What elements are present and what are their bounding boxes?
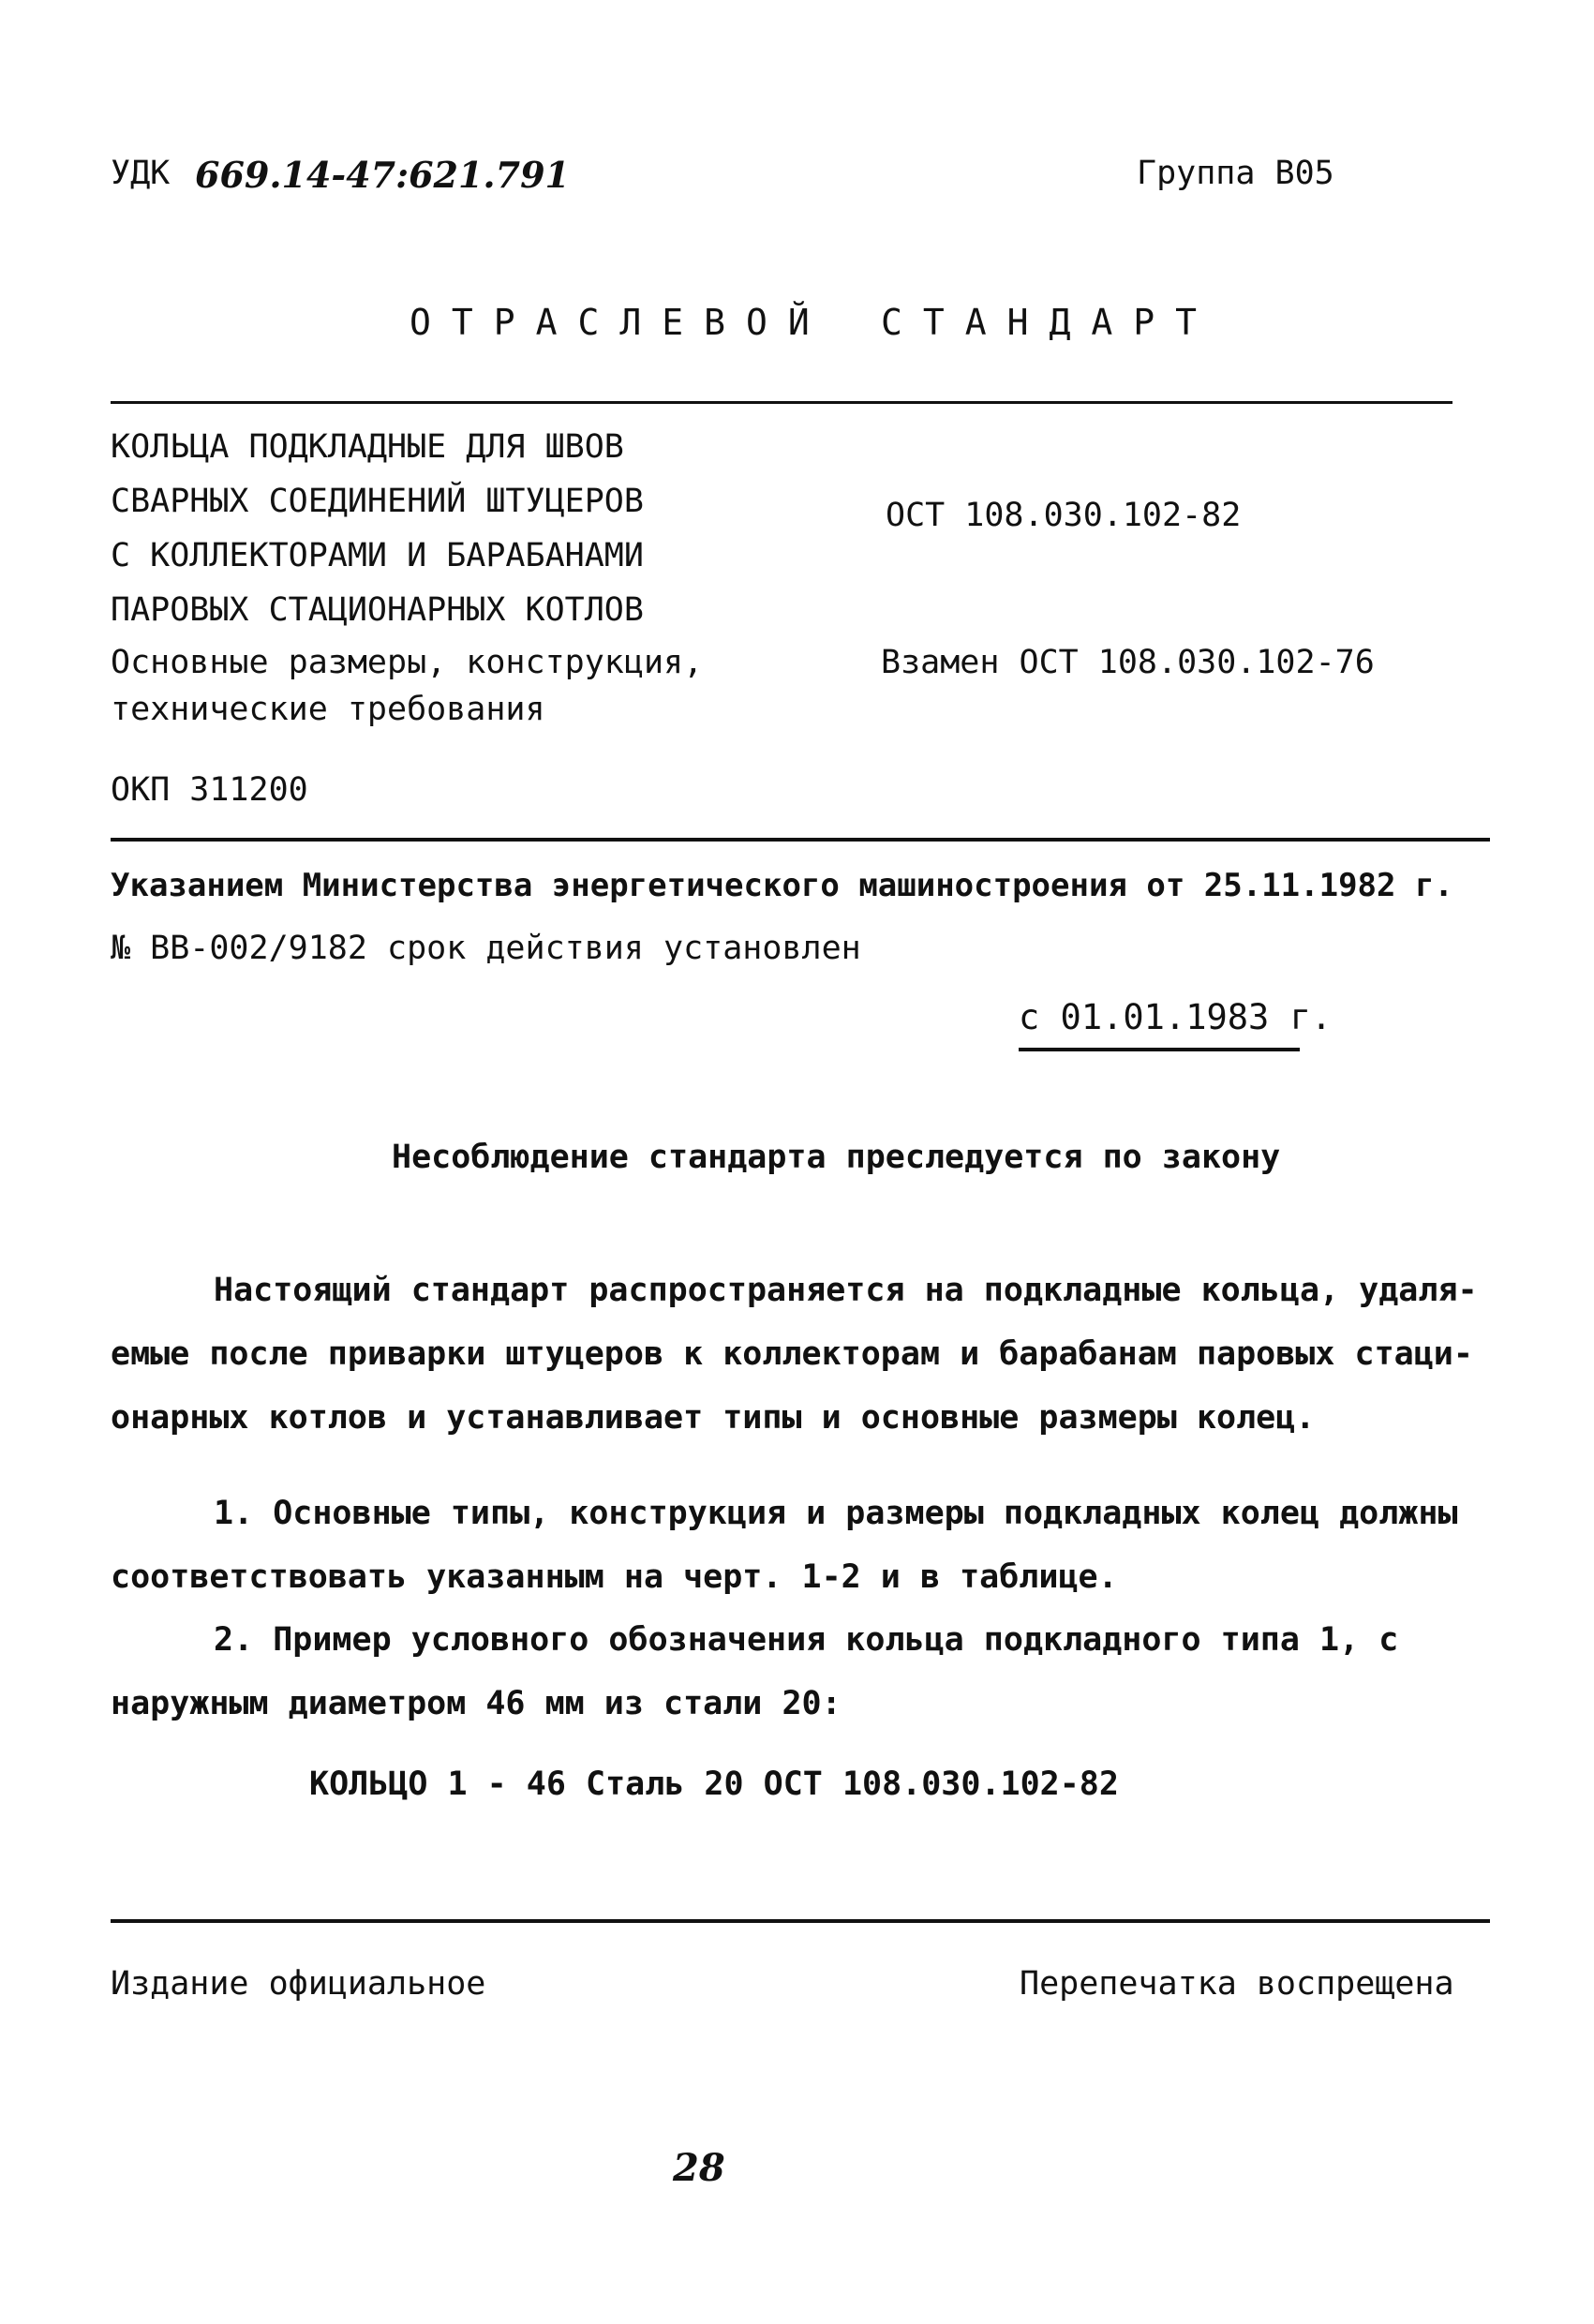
subtitle-line-1: Основные размеры, конструкция, bbox=[111, 644, 704, 681]
middle-rule bbox=[111, 838, 1490, 842]
udk-code: 669.14-47:621.791 bbox=[195, 154, 570, 196]
top-rule bbox=[111, 401, 1452, 404]
designation-example: КОЛЬЦО 1 - 46 Сталь 20 ОСТ 108.030.102-82 bbox=[309, 1765, 1119, 1803]
standard-number: ОСТ 108.030.102-82 bbox=[886, 497, 1242, 534]
title-line-1: КОЛЬЦА ПОДКЛАДНЫЕ ДЛЯ ШВОВ bbox=[111, 428, 624, 466]
validity-line-2: № ВВ-002/9182 срок действия установлен bbox=[111, 930, 861, 967]
subtitle-line-2: технические требования bbox=[111, 691, 545, 728]
heading-word-2: СТАНДАРТ bbox=[881, 302, 1218, 343]
item2-line-1: 2. Пример условного обозначения кольца подкладного типа 1, с bbox=[214, 1621, 1399, 1659]
item2-line-2: наружным диаметром 46 мм из стали 20: bbox=[111, 1685, 842, 1722]
reprint-prohibited: Перепечатка воспрещена bbox=[1020, 1965, 1454, 2003]
validity-line-1: Указанием Министерства энергетического машиностроения от 25.11.1982 г. bbox=[111, 867, 1453, 904]
page-number: 28 bbox=[673, 2146, 725, 2190]
intro-line-1: Настоящий стандарт распространяется на подкладные кольца, удаля- bbox=[214, 1272, 1478, 1309]
bottom-rule bbox=[111, 1919, 1490, 1923]
title-line-2: СВАРНЫХ СОЕДИНЕНИЙ ШТУЦЕРОВ bbox=[111, 483, 644, 520]
date-underline bbox=[1019, 1048, 1300, 1051]
group-label: Группа В05 bbox=[1137, 155, 1334, 192]
item1-line-1: 1. Основные типы, конструкция и размеры подкладных колец должны bbox=[214, 1495, 1458, 1532]
official-edition: Издание официальное bbox=[111, 1965, 486, 2003]
intro-line-2: емые после приварки штуцеров к коллекторам и барабанам паровых стаци- bbox=[111, 1335, 1473, 1373]
item1-line-2: соответствовать указанным на черт. 1-2 и в таблице. bbox=[111, 1558, 1118, 1596]
validity-date: с 01.01.1983 г. bbox=[1019, 997, 1333, 1037]
udk-label: УДК bbox=[111, 155, 171, 192]
legal-warning: Несоблюдение стандарта преследуется по закону bbox=[392, 1139, 1281, 1176]
title-line-3: С КОЛЛЕКТОРАМИ И БАРАБАНАМИ bbox=[111, 537, 644, 574]
okp-code: ОКП 311200 bbox=[111, 771, 308, 809]
intro-line-3: онарных котлов и устанавливает типы и основные размеры колец. bbox=[111, 1399, 1316, 1437]
title-line-4: ПАРОВЫХ СТАЦИОНАРНЫХ КОТЛОВ bbox=[111, 591, 644, 629]
heading-word-1: ОТРАСЛЕВОЙ bbox=[410, 302, 830, 343]
replaces-standard: Взамен ОСТ 108.030.102-76 bbox=[881, 644, 1375, 681]
